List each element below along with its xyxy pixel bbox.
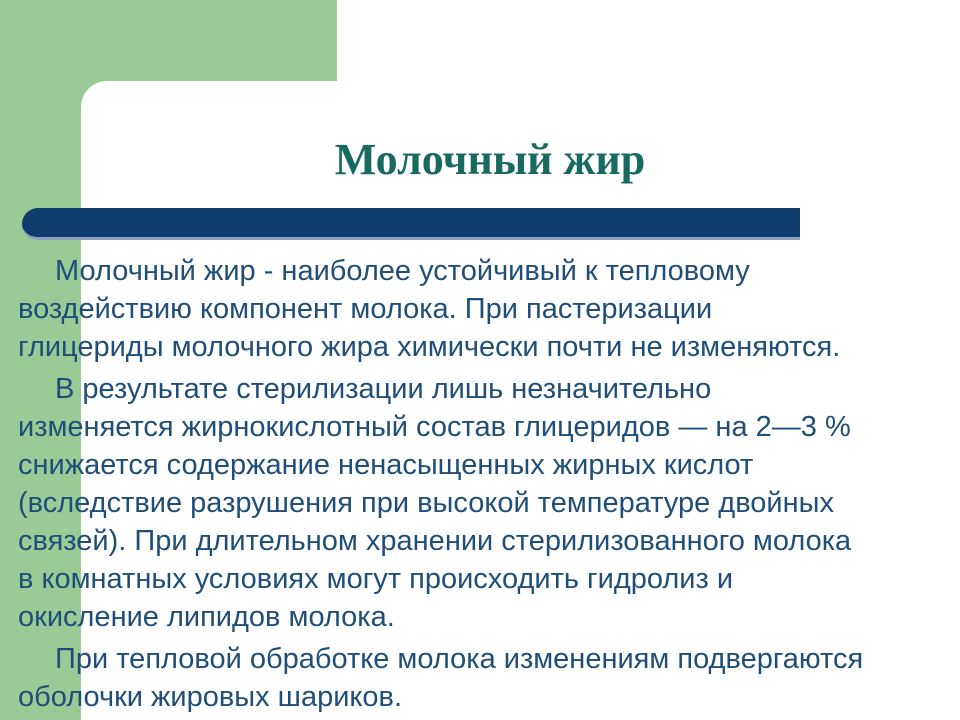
body-line: окисление липидов молока. (18, 601, 395, 633)
body-line: (вследствие разрушения при высокой температуре двойных (18, 487, 834, 519)
body-line: глицериды молочного жира химически почти не изменяются. (18, 331, 841, 363)
paragraph-1 (18, 252, 950, 366)
paragraph-3 (18, 640, 950, 716)
slide-title: Молочный жир (334, 135, 646, 184)
paragraph-2 (18, 370, 950, 636)
title-accent-bar (22, 208, 800, 240)
body-line: изменяется жирнокислотный состав глицеридов — на 2—3 % (18, 411, 851, 443)
body-line: При тепловой обработке молока изменениям подвергаются (55, 643, 864, 675)
body-line: В результате стерилизации лишь незначительно (55, 373, 712, 405)
body-line: воздействию компонент молока. При пастеризации (18, 293, 713, 325)
body-line: оболочки жировых шариков. (18, 681, 403, 713)
body-line: снижается содержание ненасыщенных жирных кислот (18, 449, 754, 481)
body-line: в комнатных условиях могут происходить гидролиз и (18, 563, 734, 595)
body-line: Молочный жир - наиболее устойчивый к тепловому (55, 255, 750, 287)
slide-body (18, 252, 950, 720)
body-line: связей). При длительном хранении стерилизованного молока (18, 525, 852, 557)
